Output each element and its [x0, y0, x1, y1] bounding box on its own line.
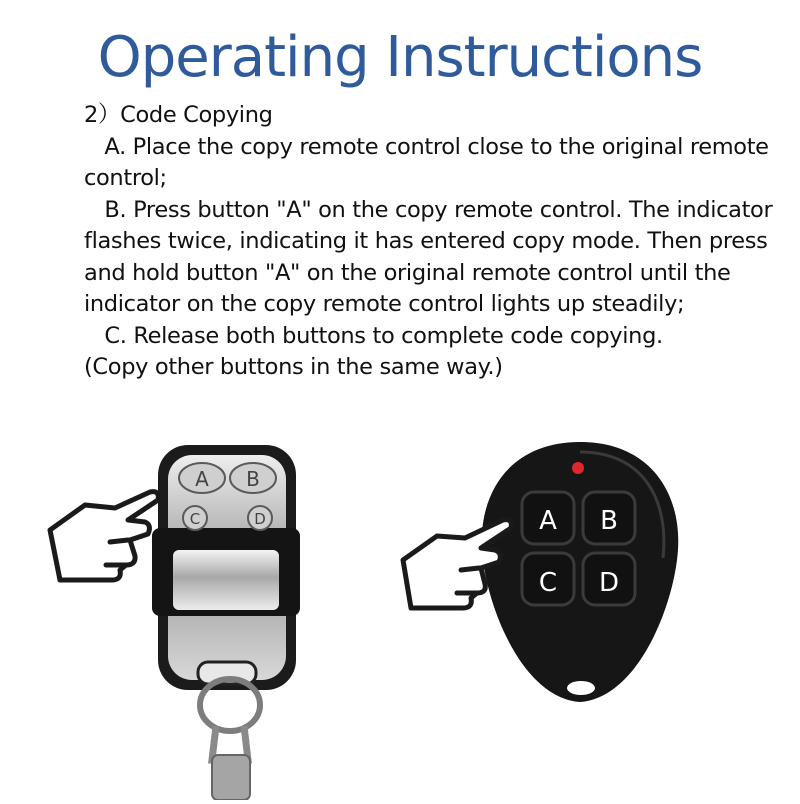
step-a: A. Place the copy remote control close to the original remote control;: [84, 133, 776, 191]
button-c-icon: [183, 506, 207, 530]
indicator-led-icon: [572, 462, 584, 474]
svg-text:A: A: [539, 506, 557, 536]
remote-plate: [173, 550, 279, 610]
copy-remote-illustration: [40, 430, 340, 800]
step-b: B. Press button "A" on the copy remote control. The indicator flashes twice, indicating it has entered copy mode. Then press and hold button "A" on the original remote control until the indicator on the copy remote control lights up steadily;: [84, 196, 780, 317]
svg-text:B: B: [600, 506, 618, 536]
note: (Copy other buttons in the same way.): [84, 354, 503, 380]
instructions-body: [84, 100, 784, 384]
button-d-icon: [248, 506, 272, 530]
page-title: Operating Instructions: [97, 25, 703, 90]
button-b-icon: [583, 492, 635, 544]
original-remote-illustration: [395, 440, 695, 710]
section-heading: 2）Code Copying: [84, 102, 273, 128]
svg-text:C: C: [538, 568, 558, 598]
step-c: C. Release both buttons to complete code copying.: [104, 322, 663, 349]
svg-text:C: C: [189, 510, 201, 528]
keyhole-icon: [567, 681, 595, 695]
copy-remote-figure: [40, 430, 340, 800]
button-a-icon: [522, 492, 574, 544]
button-a-icon: [179, 463, 225, 493]
button-d-icon: [583, 553, 635, 605]
button-b-icon: [230, 463, 276, 493]
remote-body: [482, 442, 679, 702]
svg-text:A: A: [195, 467, 209, 491]
original-remote-figure: [395, 440, 695, 710]
svg-text:D: D: [598, 568, 620, 598]
button-c-icon: [522, 553, 574, 605]
pointing-hand-icon: [50, 492, 158, 580]
svg-text:D: D: [254, 510, 266, 528]
svg-text:B: B: [246, 467, 260, 491]
